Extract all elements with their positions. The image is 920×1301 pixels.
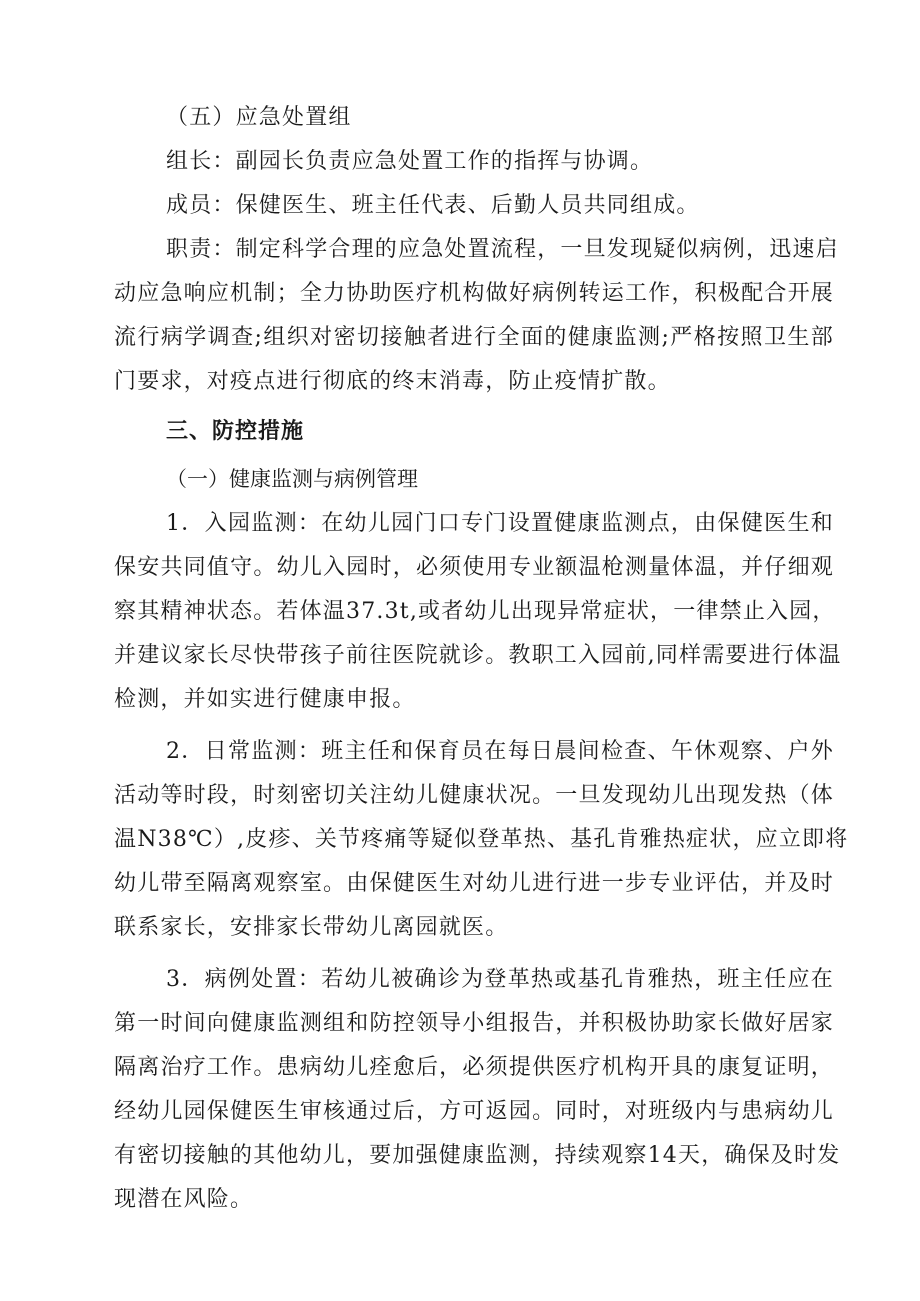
section-heading-prevention: 三、防控措施 (166, 419, 305, 444)
item-line: 幼儿带至隔离观察室。由保健医生对幼儿进行进一步专业评估，并及时 (114, 871, 834, 896)
item-line: 隔离治疗工作。患病幼儿痊愈后，必须提供医疗机构开具的康复证明， (114, 1055, 834, 1080)
item-case-handling (114, 958, 841, 1222)
duty-line: 动应急响应机制；全力协助医疗机构做好病例转运工作，积极配合开展 (114, 281, 834, 306)
section-title-emergency-group: （五）应急处置组 (166, 105, 352, 130)
item-entry-monitoring (114, 502, 842, 722)
duty-paragraph (114, 228, 839, 404)
document-body (114, 96, 849, 1222)
item-line: 保安共同值守。幼儿入园时，必须使用专业额温枪测量体温，并仔细观 (114, 555, 834, 580)
item-line: 察其精神状态。若体温37.3t,或者幼儿出现异常症状，一律禁止入园， (114, 599, 836, 624)
item-line: 1．入园监测：在幼儿园门口专门设置健康监测点，由保健医生和 (166, 511, 834, 536)
item-line: 2．日常监测：班主任和保育员在每日晨间检查、午休观察、户外 (166, 739, 834, 764)
members-paragraph: 成员：保健医生、班主任代表、后勤人员共同组成。 (166, 193, 700, 218)
item-line: 第一时间向健康监测组和防控领导小组报告，并积极协助家长做好居家 (114, 1011, 834, 1036)
duty-line: 职责：制定科学合理的应急处置流程，一旦发现疑似病例，迅速启 (166, 237, 839, 262)
item-line: 活动等时段，时刻密切关注幼儿健康状况。一旦发现幼儿出现发热（体 (114, 783, 834, 808)
item-line: 温N38℃）,皮疹、关节疼痛等疑似登革热、基孔肯雅热症状，应立即将 (114, 827, 849, 852)
item-line: 现潜在风险。 (114, 1187, 254, 1212)
duty-line: 门要求，对疫点进行彻底的终末消毒，防止疫情扩散。 (114, 369, 671, 394)
item-line: 有密切接触的其他幼儿，要加强健康监测，持续观察14天，确保及时发 (114, 1143, 841, 1168)
item-daily-monitoring (114, 730, 849, 950)
item-line: 检测，并如实进行健康申报。 (114, 687, 416, 712)
item-line: 并建议家长尽快带孩子前往医院就诊。教职工入园前,同样需要进行体温 (114, 643, 842, 668)
leader-paragraph: 组长：副园长负责应急处置工作的指挥与协调。 (166, 149, 654, 174)
duty-line: 流行病学调查;组织对密切接触者进行全面的健康监测;严格按照卫生部 (114, 325, 834, 350)
subsection-title-health-monitoring: （一）健康监测与病例管理 (166, 467, 418, 491)
item-line: 经幼儿园保健医生审核通过后，方可返园。同时，对班级内与患病幼儿 (114, 1099, 834, 1124)
item-line: 3．病例处置：若幼儿被确诊为登革热或基孔肯雅热，班主任应在 (166, 967, 834, 992)
item-line: 联系家长，安排家长带幼儿离园就医。 (114, 915, 509, 940)
